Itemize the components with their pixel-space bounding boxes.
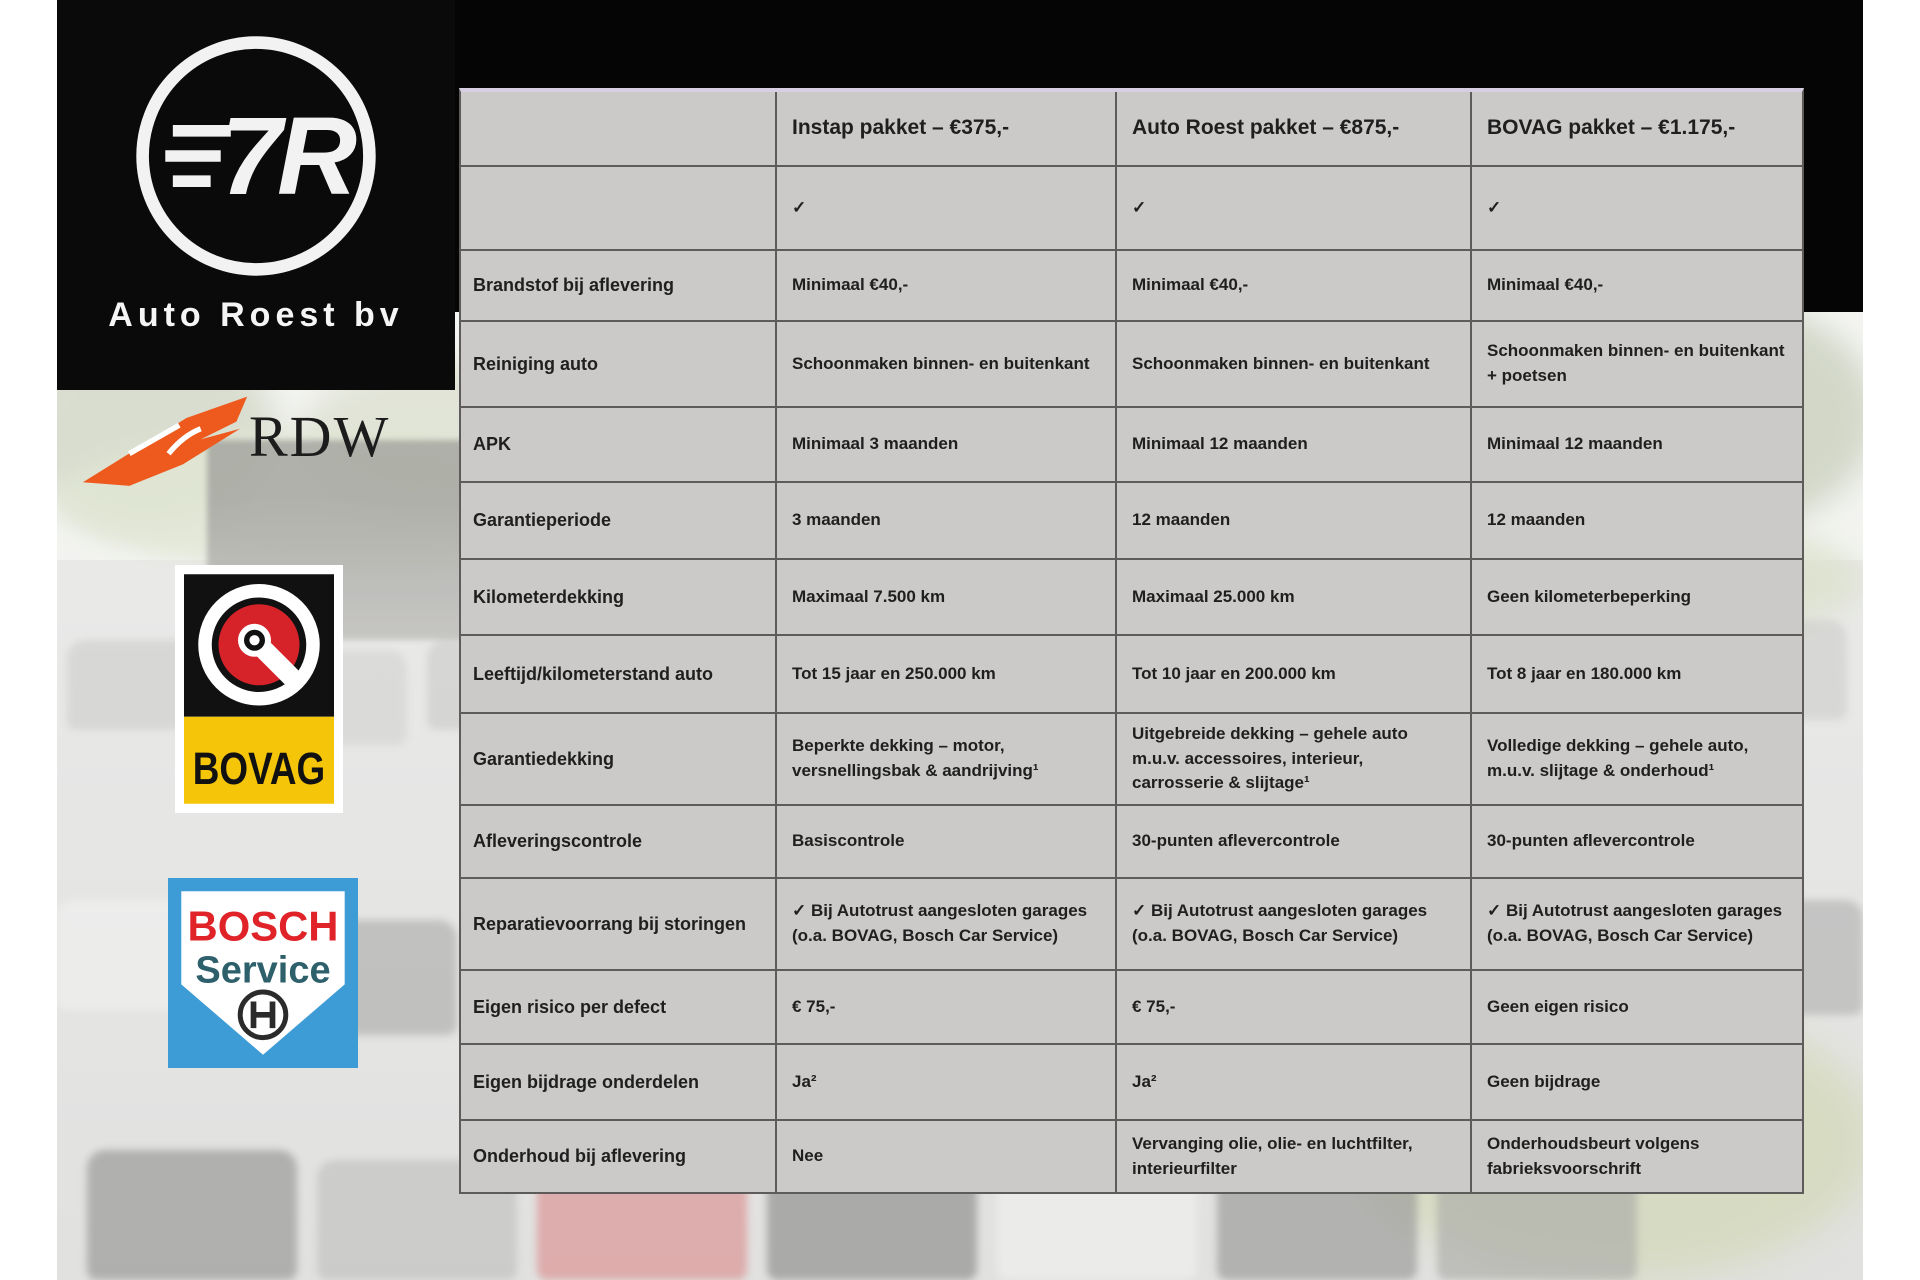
row-label: Afleveringscontrole (461, 806, 777, 879)
auto-roest-logo-panel (57, 0, 455, 390)
table-cell: Schoonmaken binnen- en buitenkant + poetsen (1472, 322, 1802, 408)
table-cell: 12 maanden (1472, 483, 1802, 560)
column-header-auto-roest-pakket: Auto Roest pakket – €875,- (1117, 92, 1472, 167)
bosch-service-wordmark: Service (195, 949, 331, 992)
row-label: Kilometerdekking (461, 560, 777, 636)
table-cell: Vervanging olie, olie- en luchtfilter, interieurfilter (1117, 1121, 1472, 1192)
table-cell: Minimaal €40,- (777, 251, 1117, 322)
bosch-wordmark: BOSCH (187, 902, 339, 950)
table-cell: Basiscontrole (777, 806, 1117, 879)
package-comparison-table (459, 88, 1804, 1194)
table-cell: 30-punten aflevercontrole (1472, 806, 1802, 879)
row-label: Garantiedekking (461, 714, 777, 806)
row-label: Eigen bijdrage onderdelen (461, 1045, 777, 1121)
table-cell: Tot 8 jaar en 180.000 km (1472, 636, 1802, 714)
table-cell: ✓ Bij Autotrust aangesloten garages (o.a. BOVAG, Bosch Car Service) (777, 879, 1117, 971)
table-cell: Minimaal 3 maanden (777, 408, 1117, 483)
bovag-wordmark: BOVAG (192, 743, 326, 795)
table-cell: Uitgebreide dekking – gehele auto m.u.v. accessoires, interieur, carrosserie & slijtage¹ (1117, 714, 1472, 806)
table-cell: Ja² (777, 1045, 1117, 1121)
table-cell: ✓ (1472, 167, 1802, 251)
rdw-logo (75, 388, 415, 498)
table-cell: Geen bijdrage (1472, 1045, 1802, 1121)
row-label: Garantieperiode (461, 483, 777, 560)
table-cell: ✓ (1117, 167, 1472, 251)
table-cell: Minimaal €40,- (1117, 251, 1472, 322)
table-cell: ✓ (777, 167, 1117, 251)
table-cell: Schoonmaken binnen- en buitenkant (1117, 322, 1472, 408)
table-cell: Schoonmaken binnen- en buitenkant (777, 322, 1117, 408)
table-cell: € 75,- (777, 971, 1117, 1045)
rdw-wordmark: RDW (249, 403, 391, 469)
table-cell: Beperkte dekking – motor, versnellingsbak & aandrijving¹ (777, 714, 1117, 806)
row-label: Eigen risico per defect (461, 971, 777, 1045)
table-cell: Minimaal 12 maanden (1472, 408, 1802, 483)
table-corner-cell (461, 92, 777, 167)
row-label: Reparatievoorrang bij storingen (461, 879, 777, 971)
table-cell: 12 maanden (1117, 483, 1472, 560)
table-cell: Minimaal €40,- (1472, 251, 1802, 322)
table-cell: 3 maanden (777, 483, 1117, 560)
table-cell: Ja² (1117, 1045, 1472, 1121)
column-header-instap-pakket: Instap pakket – €375,- (777, 92, 1117, 167)
table-cell: ✓ Bij Autotrust aangesloten garages (o.a. BOVAG, Bosch Car Service) (1472, 879, 1802, 971)
row-label: Leeftijd/kilometerstand auto (461, 636, 777, 714)
row-label: APK (461, 408, 777, 483)
row-label (461, 167, 777, 251)
table-cell: 30-punten aflevercontrole (1117, 806, 1472, 879)
auto-roest-7r-logo-icon (130, 30, 382, 282)
table-cell: Nee (777, 1121, 1117, 1192)
table-cell: Maximaal 7.500 km (777, 560, 1117, 636)
table-cell: Volledige dekking – gehele auto, m.u.v. slijtage & onderhoud¹ (1472, 714, 1802, 806)
table-cell: € 75,- (1117, 971, 1472, 1045)
bosch-service-logo-icon (168, 878, 358, 1068)
table-cell: Tot 10 jaar en 200.000 km (1117, 636, 1472, 714)
brand-name: Auto Roest bv (108, 296, 404, 334)
table-cell: Geen eigen risico (1472, 971, 1802, 1045)
table-cell: Onderhoudsbeurt volgens fabrieksvoorschrift (1472, 1121, 1802, 1192)
column-header-bovag-pakket: BOVAG pakket – €1.175,- (1472, 92, 1802, 167)
row-label: Brandstof bij aflevering (461, 251, 777, 322)
row-label: Onderhoud bij aflevering (461, 1121, 777, 1192)
table-cell: Tot 15 jaar en 250.000 km (777, 636, 1117, 714)
bosch-service-logo (168, 878, 358, 1068)
logo-monogram: 7R (220, 94, 353, 218)
table-cell: Minimaal 12 maanden (1117, 408, 1472, 483)
table-cell: ✓ Bij Autotrust aangesloten garages (o.a. BOVAG, Bosch Car Service) (1117, 879, 1472, 971)
bovag-logo (175, 565, 343, 813)
row-label: Reiniging auto (461, 322, 777, 408)
bovag-logo-icon (184, 574, 334, 804)
rdw-swoosh-icon (75, 393, 255, 493)
table-cell: Maximaal 25.000 km (1117, 560, 1472, 636)
table-cell: Geen kilometerbeperking (1472, 560, 1802, 636)
